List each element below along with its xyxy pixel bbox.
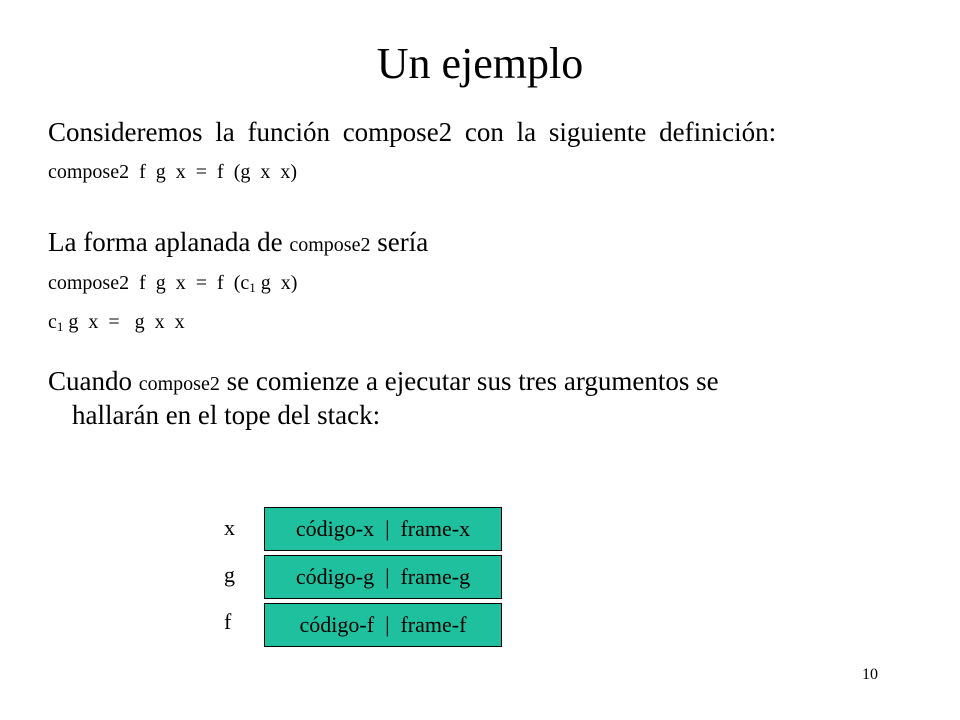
flattened-line-2 bbox=[48, 310, 185, 339]
flat-line2-start: c bbox=[48, 311, 57, 333]
flat-line1-subscript: 1 bbox=[249, 280, 256, 295]
page-number: 10 bbox=[862, 666, 878, 683]
stack-frame-g: código-g | frame-g bbox=[264, 555, 502, 599]
intro-text: Consideremos la función compose2 con la siguiente definición: bbox=[48, 117, 777, 147]
when-prefix: Cuando bbox=[48, 366, 132, 396]
stack-label-x: x bbox=[224, 515, 235, 540]
stack-frame-f: código-f | frame-f bbox=[264, 603, 502, 647]
slide-title: Un ejemplo bbox=[376, 39, 584, 88]
flattened-line-1 bbox=[48, 271, 297, 300]
stack-label-g: g bbox=[224, 562, 235, 587]
flat-line2-subscript: 1 bbox=[56, 319, 64, 334]
flat-line1-start: compose2 f g x = f (c bbox=[48, 272, 250, 294]
flattened-heading bbox=[48, 226, 428, 261]
flat-line1-end: g x) bbox=[260, 272, 298, 294]
flattened-prefix: La forma aplanada de bbox=[48, 227, 283, 257]
when-suffix: se comienze a ejecutar sus tres argumentos se bbox=[226, 366, 719, 396]
when-function-name: compose2 bbox=[138, 373, 220, 395]
flattened-suffix: sería bbox=[377, 227, 429, 257]
when-line-1 bbox=[48, 365, 719, 400]
when-line-2: hallarán en el tope del stack: bbox=[72, 400, 381, 430]
stack-label-f: f bbox=[224, 609, 232, 634]
flat-line2-end: g x = g x x bbox=[68, 311, 185, 333]
definition-code: compose2 f g x = f (g x x) bbox=[48, 161, 298, 183]
flattened-function-name: compose2 bbox=[289, 234, 371, 256]
stack-frame-x: código-x | frame-x bbox=[264, 507, 502, 551]
